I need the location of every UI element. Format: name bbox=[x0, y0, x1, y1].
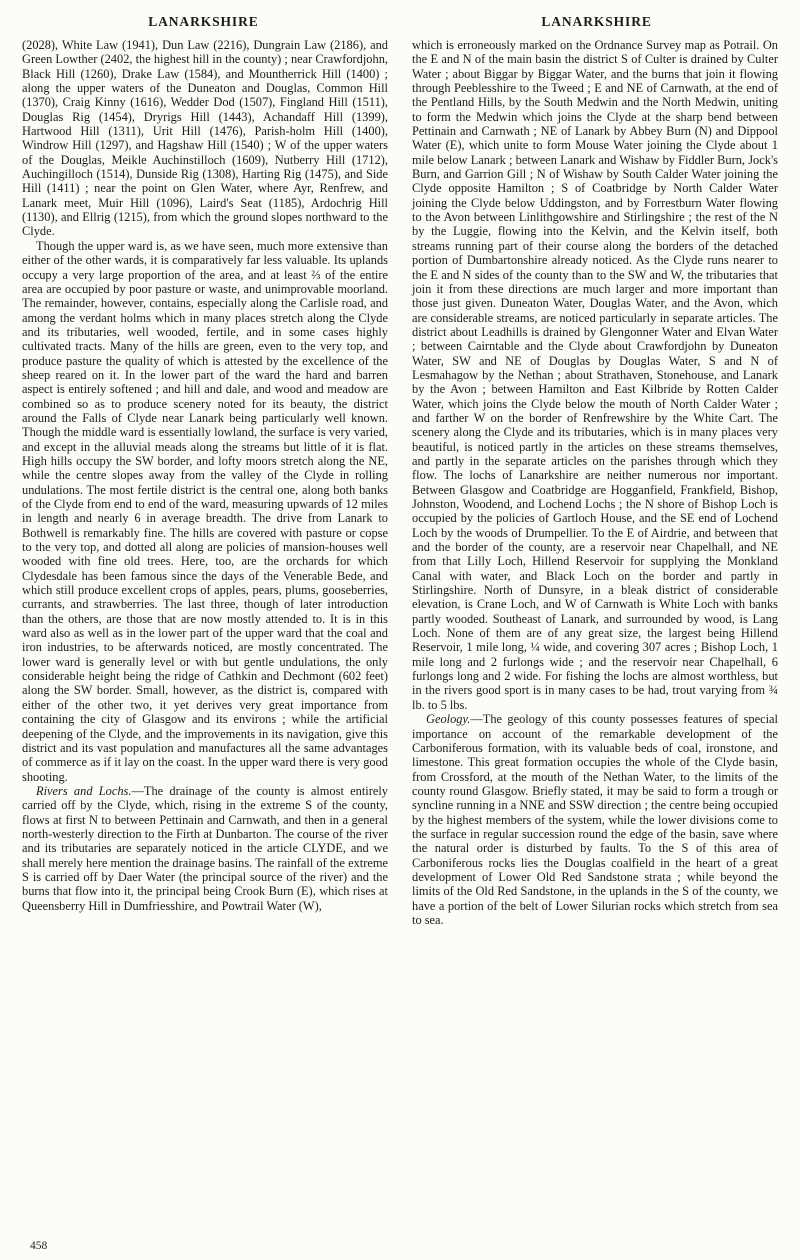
two-column-body bbox=[22, 38, 778, 927]
rivers-and-lochs-section bbox=[22, 784, 388, 913]
running-head-right: LANARKSHIRE bbox=[541, 14, 652, 29]
section-dash: — bbox=[470, 712, 483, 727]
section-dash: — bbox=[131, 783, 144, 798]
section-text: The drainage of the county is almost entirely carried off by the Clyde, which, rising in the extreme S of the county, flows at first N to between Pettinain and Carnwath, and then in a general north-westerly direction to the Firth at Dunbarton. The course of the river and its tributaries are separately noticed in the article bbox=[22, 783, 388, 856]
cross-reference: CLYDE bbox=[302, 841, 343, 856]
paragraph: (2028), White Law (1941), Dun Law (2216), Dungrain Law (2186), and Green Lowther (2402, the highest hill in the county) ; near Crawfordjohn, Black Hill (1260), Drake Law (1584), and Mountherrick Hill (1400) ; along the upper waters of the Duneaton and Douglas, Common Hill (1370), Craig Kinny (1616), Wedder Dod (1507), Fingland Hill (1511), Douglas Rig (1454), Dryrigs Hill (1443), Achandaff Hill (1399), Hartwood Hill (1311), Urit Hill (1476), Parish-holm Hill (1400), Windrow Hill (1297), and Hagshaw Hill (1540) ; W of the upper waters of the Douglas, Meikle Auchinstilloch (1609), Nutberry Hill (1712), Auchingilloch (1514), Dunside Rig (1308), Harting Rig (1475), and Side Hill (1411) ; near the point on Glen Water, where Ayr, Renfrew, and Lanark meet, Muir Hill (1096), Laird's Seat (1185), Ardochrig Hill (1130), and Ellrig (1215), from which the ground slopes northward to the Clyde. bbox=[22, 38, 388, 239]
running-head-left: LANARKSHIRE bbox=[148, 14, 259, 29]
page-number: 458 bbox=[30, 1240, 48, 1252]
section-heading: Rivers and Lochs. bbox=[36, 783, 132, 798]
section-text: The geology of this county possesses features of special importance on account of the remarkable development of the Carboniferous formation, with its valuable beds of coal, ironstone, and limestone. This great formation occupies the whole of the Clyde basin, from Crossford, at the mouth of the Nethan Water, to the limits of the county round Glasgow. Briefly stated, it may be said to form a trough or syncline running in a NNE and SSW direction ; the centre being occupied by the highest members of the system, while the lower divisions come to the surface in regular succession round the edge of the basin, save where the natural order is disturbed by faults. To the S of this area of Carboniferous rocks lies the Douglas coalfield in the heart of a great development of Lower Old Red Sandstone strata ; while beyond the limits of the Old Red Sandstone, in the uplands in the S of the county, we have a portion of the belt of Lower Silurian rocks which stretch from sea to sea. bbox=[412, 712, 778, 927]
paragraph: which is erroneously marked on the Ordnance Survey map as Potrail. On the E and N of the main basin the district S of Culter is drained by Culter Water ; about Biggar by Biggar Water, and the burns that join it flowing through Peeblesshire to the Tweed ; E and NE of Carnwath, at the end of the Pentland Hills, by the South Medwin and the North Medwin, uniting to form the Medwin which joins the Clyde at the sharp bend between Pettinain and Carnwath ; NE of Lanark by Abbey Burn (N) and Dippool Water (E), which unite to form Mouse Water joining the Clyde about 1 mile below Lanark ; between Lanark and Wishaw by Fiddler Burn, Jock's Burn, and Garrion Gill ; N of Wishaw by South Calder Water joining the Clyde opposite Hamilton ; S of Coatbridge by North Calder Water joining the Clyde below Uddingston, and by Forrestburn Water flowing to the Avon between Linlithgowshire and Stirlingshire ; the rest of the N by the Luggie, flowing into the Kelvin, and the Kelvin itself, both streams running part of their course along the borders of the detached portion of Dumbartonshire already noticed. As the Clyde runs nearer to the E and N sides of the county than to the SW and W, the tributaries that join it from these directions are much larger and more important than those just given. Duneaton Water, Douglas Water, and the Avon, which are considerable streams, are noticed particularly in separate articles. The district about Leadhills is drained by Glengonner Water and Elvan Water ; between Cairntable and the Clyde about Crawfordjohn by Duneaton Water, SW and NE of Douglas by Douglas Water, S and N of Lesmahagow by the Nethan ; about Strathaven, Stonehouse, and Lanark by the Avon ; between Hamilton and East Kilbride by Rotten Calder Water, which joins the Clyde below the mouth of North Calder Water ; and farther W on the border of Renfrewshire by the White Cart. The scenery along the Clyde and its tributaries, which is in many places very beautiful, is noticed partly in the articles on these streams themselves, and partly in the separate articles on the parishes through which they flow. The lochs of Lanarkshire are neither numerous nor important. Between Glasgow and Coatbridge are Hogganfield, Frankfield, Bishop, Johnston, Woodend, and Lochend Lochs ; the N shore of Bishop Loch is occupied by the policies of Gartloch House, and the SE end of Lochend Loch by the woods of Drumpellier. To the E of Airdrie, and between that and the border of the county, are a reservoir near Chapelhall, and NE from that Lilly Loch, Hillend Reservoir for supplying the Monkland Canal with water, and Black Loch on the border and partly in Stirlingshire. North of Dunsyre, in a bleak district of considerable elevation, is Crane Loch, and W of Carnwath is White Loch with banks partly wooded. Southeast of Lanark, and surrounded by wood, is Lang Loch. None of them are of any great size, the largest being Hillend Reservoir, 1 mile long, ¼ wide, and covering 307 acres ; Bishop Loch, 1 mile long and 2 furlongs wide ; and the reservoir near Chapelhall, 6 furlongs long and 2 wide. For fishing the lochs are almost worthless, but in the rivers good sport is in many cases to be had, trout varying from ¾ lb. to 5 lbs. bbox=[412, 38, 778, 712]
left-column bbox=[22, 38, 388, 913]
section-text-continued: , and we shall merely here mention the drainage basins. The rainfall of the extreme S is carried off by Daer Water (the principal source of the river) and the burns that flow into it, the principal being Crook Burn (E), which rises at Queensberry Hill in Dumfriesshire, and Powtrail Water (W), bbox=[22, 841, 388, 913]
section-heading: Geology. bbox=[426, 712, 471, 727]
paragraph: Though the upper ward is, as we have seen, much more extensive than either of the other wards, it is comparatively far less valuable. Its uplands occupy a very large proportion of the area, and at least ⅔ of the entire area are occupied by poor pasture or waste, and unimprovable moorland. The remainder, however, contains, especially along the Carlisle road, and among the verdant holms which in many places stretch along the Clyde and its tributaries, well wooded, fertile, and in some cases highly cultivated tracts. Many of the hills are green, even to the very top, and produce pasture the quality of which is attested by the excellence of the sheep reared on it. In the lower part of the ward the hard and barren aspect is entirely softened ; and hill and dale, and wood and meadow are combined so as to produce scenery noted for its beauty, the district around the Falls of Clyde near Lanark being particularly well known. Though the middle ward is essentially lowland, the surface is very varied, and except in the alluvial meads along the streams but little of it is flat. High hills occupy the SW border, and lofty moors stretch along the NE, while the centre slopes away from the valley of the Clyde in rolling undulations. The most fertile district is the central one, along both banks of the Clyde from end to end of the ward, measuring upwards of 12 miles in length and nearly 6 in average breadth. The drive from Lanark to Bothwell is remarkably fine. The hills are covered with pasture or copse to the very top, and dotted all along are policies of mansion-houses well wooded with fine old trees. Here, too, are the orchards for which Clydesdale has been famous since the days of the Venerable Bede, and which still produce excellent crops of apples, pears, plums, gooseberries, currants, and strawberries. The last three, though of later introduction than the others, are those that are now mostly attended to. It is in this ward also as well as in the lower part of the upper ward that the coal and iron industries, to be afterwards noticed, are mostly concentrated. The lower ward is generally level or with but gentle undulations, the only considerable height being the ridge of Cathkin and Dechmont (602 feet) along the SW border. Small, however, as the district is, compared with either of the other two, it yet derives very great importance from containing the city of Glasgow and its environs ; while the artificial deepening of the Clyde, and the improvements in its navigation, give this district and its vast population and manufactures all the same advantages of commerce as if it lay on the coast. In the upper ward there is very good shooting. bbox=[22, 238, 388, 784]
right-column bbox=[412, 38, 778, 927]
page-header bbox=[22, 14, 778, 30]
geology-section bbox=[412, 712, 778, 927]
